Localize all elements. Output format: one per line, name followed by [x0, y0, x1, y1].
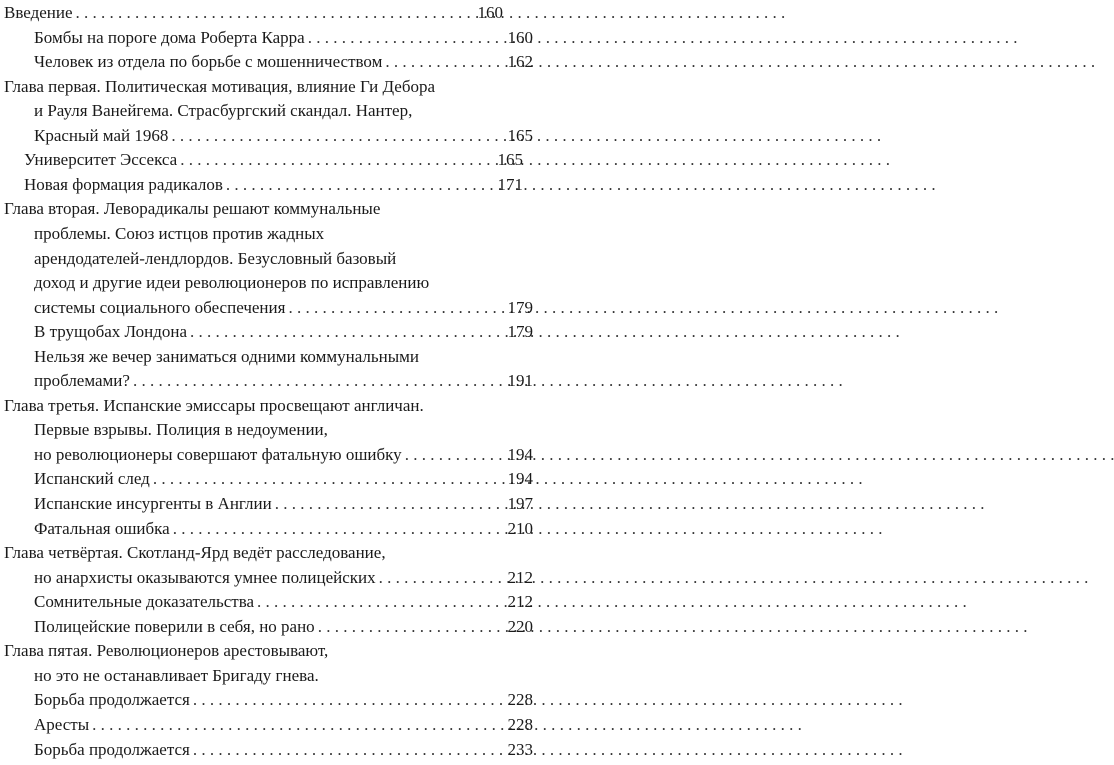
- toc-entry-title: но анархисты оказываются умнее полицейских: [34, 567, 376, 587]
- toc-entry-title: системы социального обеспечения: [34, 297, 286, 317]
- toc-entry-page: 212: [507, 592, 533, 612]
- toc-entry-page: 160: [507, 27, 533, 47]
- toc-entry-page: 220: [507, 616, 533, 636]
- toc-entry-title: Испанский след: [34, 469, 150, 489]
- toc-entry-title: но это не останавливает Бригаду гнева.: [34, 665, 319, 685]
- toc-entry-title: Глава третья. Испанские эмиссары просвещают англичан.: [4, 395, 424, 415]
- toc-entry-title: Испанские инсургенты в Англии: [34, 494, 272, 513]
- toc-entry-title: Красный май 1968: [34, 125, 169, 145]
- toc-entry-page: 197: [507, 494, 533, 513]
- dot-leader: [193, 735, 505, 765]
- toc-entry-title: Глава вторая. Леворадикалы решают коммунальные: [4, 199, 381, 219]
- toc-entry-page: 233: [507, 739, 533, 759]
- toc-entry-title: Полицейские поверили в себя, но рано: [34, 616, 315, 636]
- toc-entry-title: Борьба продолжается: [34, 690, 190, 710]
- toc-entry-title: Университет Эссекса: [24, 150, 178, 170]
- toc-entry-page: 171: [497, 174, 523, 194]
- toc-entry-page: 179: [507, 322, 533, 342]
- toc-entry-title: Человек из отдела по борьбе с мошенничеством: [34, 52, 383, 72]
- toc-entry-title: Первые взрывы. Полиция в недоумении,: [34, 420, 328, 440]
- toc-entry-page: 160: [477, 3, 503, 22]
- toc-entry-title: но революционеры совершают фатальную ошибку: [34, 444, 402, 464]
- toc-entry-title: Глава пятая. Революционеров арестовывают,: [4, 641, 329, 661]
- toc-entry-title: Бомбы на пороге дома Роберта Карра: [34, 27, 305, 47]
- toc-entry-title: проблемы. Союз истцов против жадных: [34, 223, 325, 243]
- toc-entry-title: Новая формация радикалов: [24, 174, 223, 194]
- toc-entry-page: 179: [507, 297, 533, 317]
- toc-entry-page: 162: [507, 52, 533, 72]
- toc-entry-title: Глава четвёртая. Скотланд-Ярд ведёт расследование,: [4, 543, 386, 563]
- toc-entry-title: Аресты: [34, 714, 90, 734]
- toc-entry-title: Фатальная ошибка: [34, 518, 170, 538]
- toc-entry-page: 194: [507, 444, 533, 464]
- toc-entry-title: проблемами?: [34, 371, 130, 391]
- toc-entry-page: 210: [507, 518, 533, 538]
- toc-entry-page: 212: [507, 567, 533, 587]
- toc-entry-title: Борьба продолжается: [34, 739, 190, 759]
- toc-entry: [0, 735, 533, 765]
- toc-entry-page: 191: [507, 371, 533, 391]
- toc-entry-page: 194: [507, 469, 533, 489]
- toc-entry-page: 228: [507, 690, 533, 710]
- toc-entry-title: В трущобах Лондона: [34, 322, 188, 342]
- toc-entry-title: и Рауля Ванейгема. Страсбургский скандал. Нантер,: [34, 101, 413, 121]
- table-of-contents: [0, 0, 533, 761]
- toc-entry-page: 165: [497, 150, 523, 170]
- toc-entry-page: 228: [507, 714, 533, 734]
- toc-entry-page: 165: [507, 125, 533, 145]
- toc-entry-title: арендодателей-лендлордов. Безусловный базовый: [34, 248, 397, 268]
- toc-entry-title: Нельзя же вечер заниматься одними коммунальными: [34, 346, 420, 366]
- toc-entry-title: Сомнительные доказательства: [34, 592, 255, 612]
- toc-entry-title: Введение: [4, 3, 73, 22]
- toc-entry-title: доход и другие идеи революционеров по исправлению: [34, 273, 430, 293]
- toc-entry-title: Глава первая. Политическая мотивация, влияние Ги Дебора: [4, 76, 436, 96]
